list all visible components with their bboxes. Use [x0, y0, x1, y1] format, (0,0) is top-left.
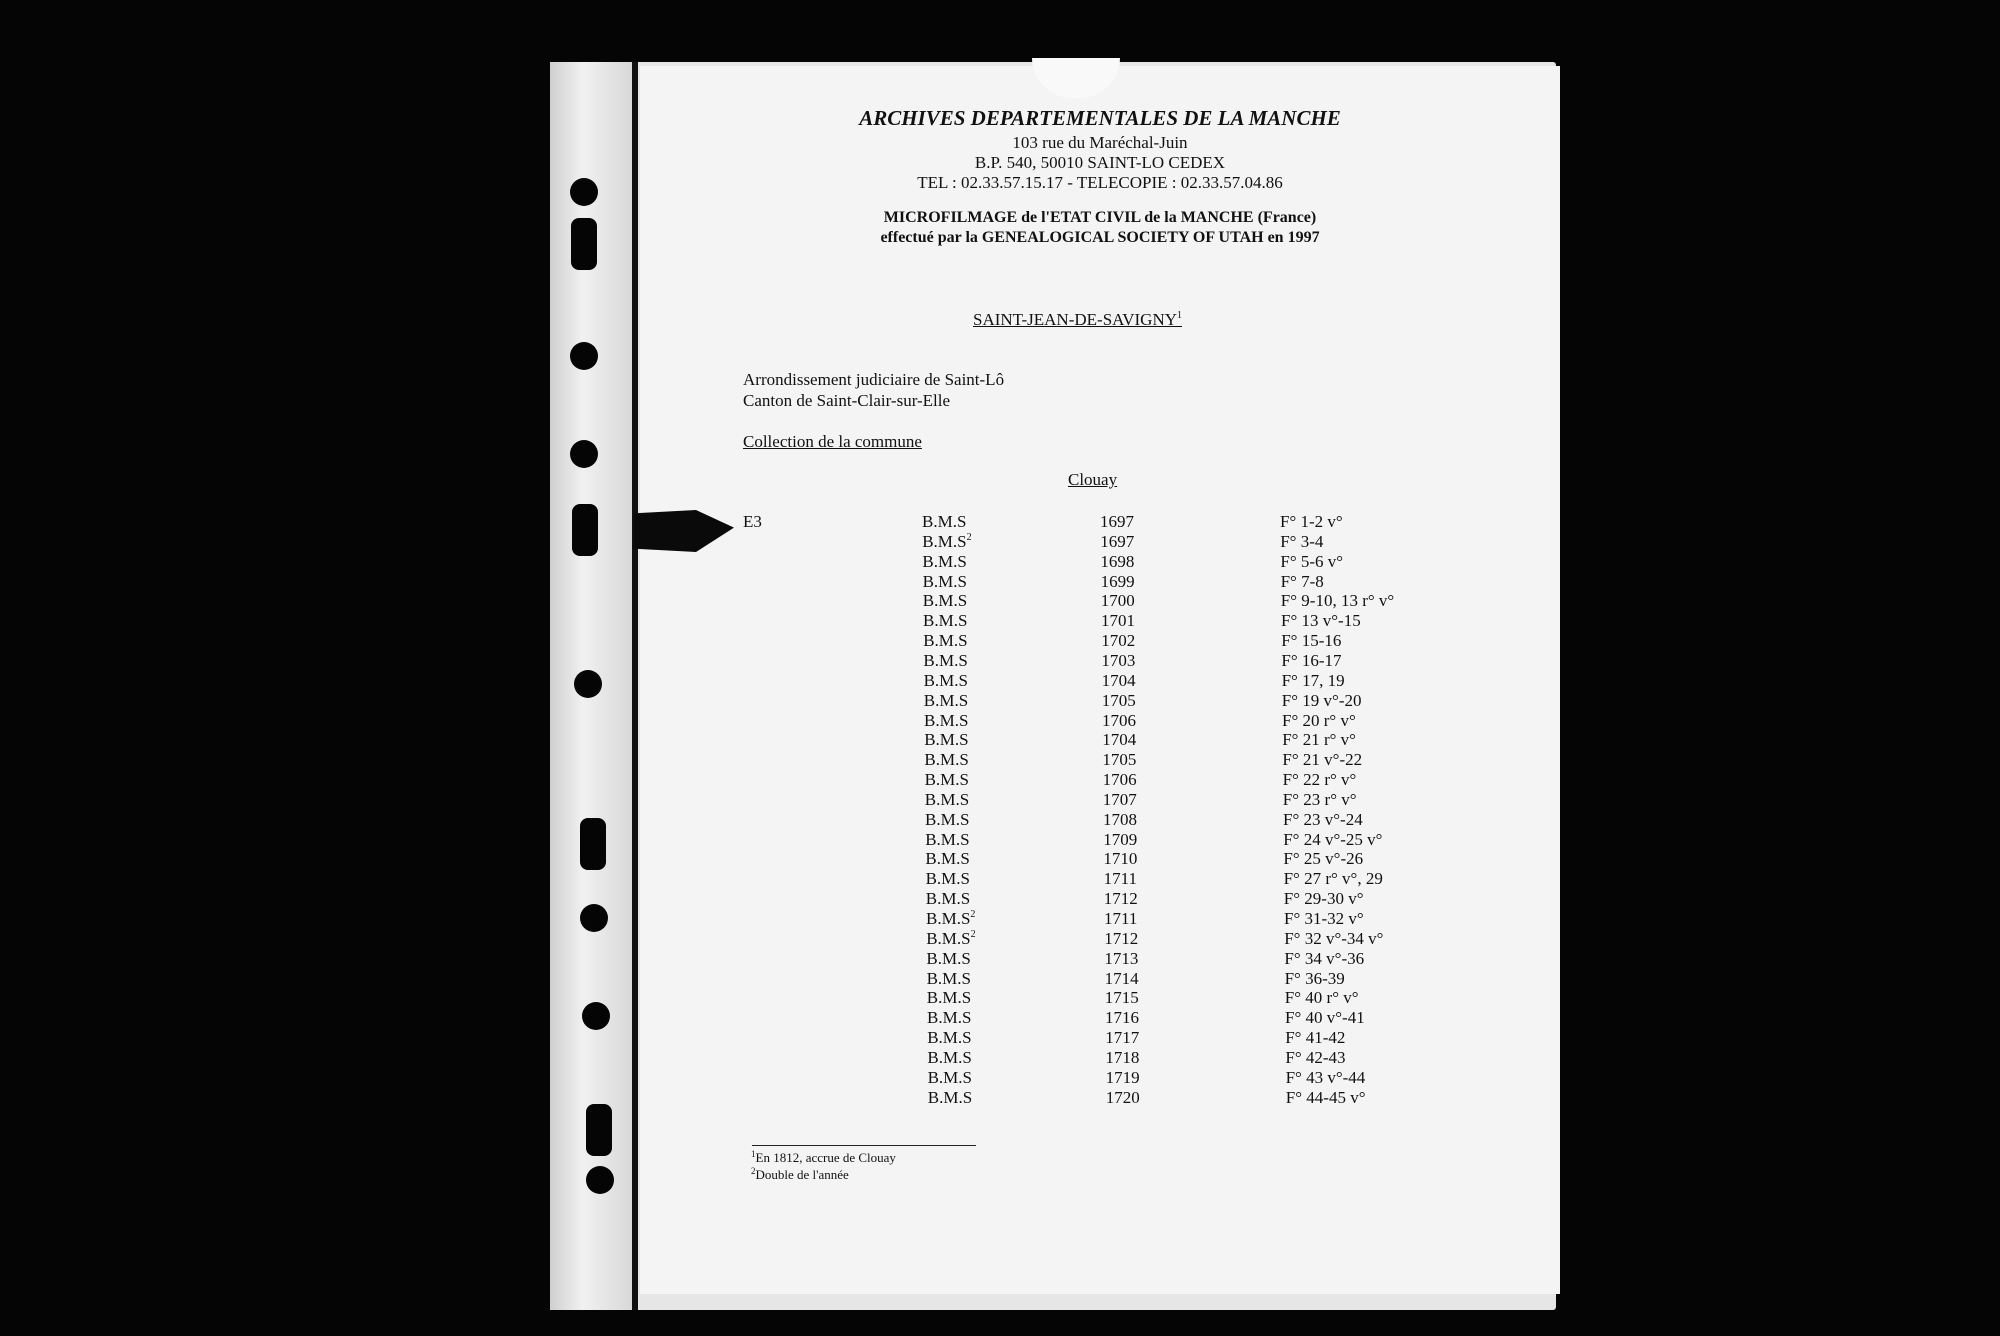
table-row	[645, 969, 1565, 989]
record-year: 1704	[1102, 730, 1137, 750]
footnote-ref: 1	[1177, 310, 1182, 321]
record-year: 1716	[1105, 1008, 1139, 1028]
record-folio: F° 22 r° v°	[1282, 770, 1357, 790]
record-year: 1719	[1105, 1067, 1140, 1087]
record-type: B.M.S	[924, 750, 969, 770]
record-year: 1698	[1100, 551, 1135, 571]
record-folio: F° 13 v°-15	[1281, 611, 1361, 631]
table-row	[641, 611, 1561, 631]
record-type: B.M.S	[924, 710, 969, 730]
record-folio: F° 21 v°-22	[1282, 750, 1363, 770]
address-line-2: B.P. 540, 50010 SAINT-LO CEDEX	[974, 153, 1226, 172]
record-type: B.M.S	[925, 829, 970, 849]
phone-line: TEL : 02.33.57.15.17 - TELECOPIE : 02.33.57.04.86	[917, 173, 1283, 192]
record-folio: F° 9-10, 13 r° v°	[1280, 591, 1395, 611]
punch-hole	[582, 1002, 610, 1030]
record-year: 1712	[1104, 928, 1139, 948]
record-year: 1708	[1103, 809, 1137, 829]
record-type: $B.M.S^2$	[926, 928, 976, 948]
table-row	[640, 512, 1560, 532]
record-folio: F° 31-32 v°	[1284, 909, 1364, 928]
cote-label: E3	[743, 512, 762, 531]
archive-title: ARCHIVES DEPARTEMENTALES DE LA MANCHE	[859, 106, 1341, 130]
table-row	[645, 1028, 1565, 1048]
address-line-1: 103 rue du Maréchal-Juin	[1012, 133, 1188, 152]
table-row	[640, 532, 1560, 552]
record-year: 1712	[1103, 889, 1138, 909]
record-folio: F° 20 r° v°	[1282, 710, 1356, 730]
record-year: 1699	[1100, 571, 1135, 591]
table-row	[642, 730, 1562, 750]
record-type: B.M.S	[925, 809, 970, 829]
record-folio: F° 40 r° v°	[1284, 988, 1359, 1008]
table-row	[643, 849, 1563, 869]
table-row	[642, 750, 1562, 770]
record-type: B.M.S	[925, 849, 970, 869]
record-folio: F° 17, 19	[1281, 670, 1345, 690]
punch-hole	[580, 818, 606, 870]
record-folio: F° 3-4	[1280, 531, 1324, 551]
record-year: 1697	[1100, 512, 1134, 531]
table-row	[643, 790, 1563, 810]
table-row	[644, 949, 1564, 969]
microfilm-subtitle: MICROFILMAGE de l'ETAT CIVIL de la MANCHE (France)	[883, 209, 1317, 226]
record-folio: F° 23 v°-24	[1283, 809, 1363, 829]
society-subtitle: effectué par la GENEALOGICAL SOCIETY OF UTAH en 1997	[880, 229, 1320, 246]
table-row	[644, 889, 1564, 909]
record-type: B.M.S	[924, 770, 970, 790]
table-row	[645, 1048, 1565, 1068]
punch-hole	[574, 670, 602, 698]
punch-hole	[586, 1104, 612, 1156]
table-row	[644, 929, 1564, 949]
record-folio: F° 40 v°-41	[1285, 1008, 1365, 1028]
footnote-rule	[752, 1145, 976, 1146]
record-type: B.M.S	[925, 889, 971, 909]
table-row	[643, 810, 1563, 830]
record-type: B.M.S	[922, 512, 967, 531]
section-heading: Clouay	[1068, 470, 1118, 489]
record-folio: F° 32 v°-34 v°	[1284, 928, 1384, 948]
record-type: B.M.S	[927, 1067, 973, 1087]
table-row	[646, 1068, 1566, 1088]
table-row	[644, 909, 1564, 929]
record-year: 1717	[1105, 1028, 1140, 1048]
footnote-ref: 2	[966, 531, 972, 543]
record-type: B.M.S	[923, 611, 968, 631]
footnote-ref: 2	[970, 909, 976, 920]
record-year: 1709	[1103, 829, 1138, 849]
footnote-ref: 2	[970, 928, 976, 940]
record-type: $B.M.S^2$	[922, 531, 972, 551]
arrondissement-line: Arrondissement judiciaire de Saint-Lô	[743, 370, 1005, 389]
record-type: B.M.S	[926, 968, 972, 988]
record-type: B.M.S	[926, 948, 971, 968]
record-year: 1720	[1105, 1087, 1140, 1107]
document-page	[640, 66, 1560, 1294]
table-row	[641, 631, 1561, 651]
binder-strip	[550, 62, 638, 1310]
table-row	[641, 651, 1561, 671]
punch-hole	[570, 342, 598, 370]
record-type: B.M.S	[924, 730, 969, 750]
table-row	[645, 988, 1565, 1008]
record-type: B.M.S	[922, 591, 968, 611]
record-folio: F° 15-16	[1281, 631, 1342, 651]
table-row	[640, 552, 1560, 572]
record-year: 1697	[1100, 531, 1135, 551]
table-row	[642, 691, 1562, 711]
punch-hole	[570, 178, 598, 206]
record-folio: F° 43 v°-44	[1285, 1067, 1366, 1087]
record-folio: F° 1-2 v°	[1280, 512, 1343, 531]
record-type: B.M.S	[923, 650, 968, 670]
record-type: B.M.S	[924, 789, 970, 809]
punch-hole	[586, 1166, 614, 1194]
record-type: B.M.S	[922, 571, 968, 591]
record-year: 1711	[1103, 869, 1137, 889]
record-year: 1711	[1104, 909, 1138, 928]
record-type: B.M.S	[922, 551, 967, 571]
record-folio: F° 16-17	[1281, 650, 1342, 670]
record-year: 1714	[1104, 968, 1139, 988]
canton-line: Canton de Saint-Clair-sur-Elle	[743, 391, 951, 410]
record-type: $B.M.S^2$	[926, 909, 976, 928]
punch-hole	[580, 904, 608, 932]
record-type: B.M.S	[927, 1047, 972, 1067]
record-folio: F° 7-8	[1280, 571, 1324, 591]
record-folio: F° 44-45 v°	[1285, 1087, 1366, 1107]
record-folio: F° 41-42	[1285, 1028, 1346, 1048]
record-year: 1710	[1103, 849, 1138, 869]
record-folio: F° 19 v°-20	[1281, 690, 1362, 710]
record-type: B.M.S	[927, 1028, 972, 1048]
record-year: 1715	[1104, 988, 1139, 1008]
record-type: B.M.S	[923, 690, 969, 710]
commune-title: SAINT-JEAN-DE-SAVIGNY$^1$	[973, 310, 1182, 329]
table-row	[642, 711, 1562, 731]
record-type: B.M.S	[927, 1008, 972, 1028]
record-year: 1706	[1102, 770, 1137, 790]
footnote-1: $^1$En 1812, accrue de Clouay	[751, 1149, 896, 1165]
record-folio: F° 5-6 v°	[1280, 551, 1344, 571]
record-type: B.M.S	[923, 631, 968, 651]
table-row	[645, 1008, 1565, 1028]
record-year: 1702	[1101, 631, 1136, 651]
collection-heading: Collection de la commune	[743, 432, 922, 451]
record-year: 1707	[1102, 789, 1137, 809]
record-year: 1703	[1101, 650, 1136, 670]
record-type: B.M.S	[925, 869, 971, 889]
record-type: B.M.S	[926, 988, 972, 1008]
record-folio: F° 29-30 v°	[1283, 889, 1364, 909]
record-year: 1713	[1104, 948, 1139, 968]
record-type: B.M.S	[923, 670, 969, 690]
footnote-2: $^2$Double de l'année	[751, 1166, 849, 1182]
record-year: 1705	[1101, 690, 1136, 710]
punch-hole	[571, 218, 597, 270]
record-year: 1718	[1105, 1047, 1140, 1067]
record-folio: F° 24 v°-25 v°	[1283, 829, 1383, 849]
record-folio: F° 34 v°-36	[1284, 948, 1365, 968]
punch-hole	[570, 440, 598, 468]
record-folio: F° 42-43	[1285, 1047, 1346, 1067]
record-year: 1700	[1100, 591, 1135, 611]
record-folio: F° 23 r° v°	[1282, 789, 1357, 809]
table-row	[644, 869, 1564, 889]
table-row	[646, 1088, 1566, 1108]
record-folio: F° 27 r° v°, 29	[1283, 869, 1383, 889]
table-row	[643, 770, 1563, 790]
record-type: B.M.S	[927, 1087, 973, 1107]
record-folio: F° 25 v°-26	[1283, 849, 1364, 869]
record-folio: F° 21 r° v°	[1282, 730, 1356, 750]
record-year: 1706	[1102, 710, 1136, 730]
record-folio: F° 36-39	[1284, 968, 1345, 988]
table-row	[641, 591, 1561, 611]
record-year: 1704	[1101, 670, 1136, 690]
table-row	[641, 572, 1561, 592]
table-row	[643, 830, 1563, 850]
table-row	[642, 671, 1562, 691]
record-year: 1701	[1101, 611, 1135, 631]
record-year: 1705	[1102, 750, 1137, 770]
punch-hole	[572, 504, 598, 556]
